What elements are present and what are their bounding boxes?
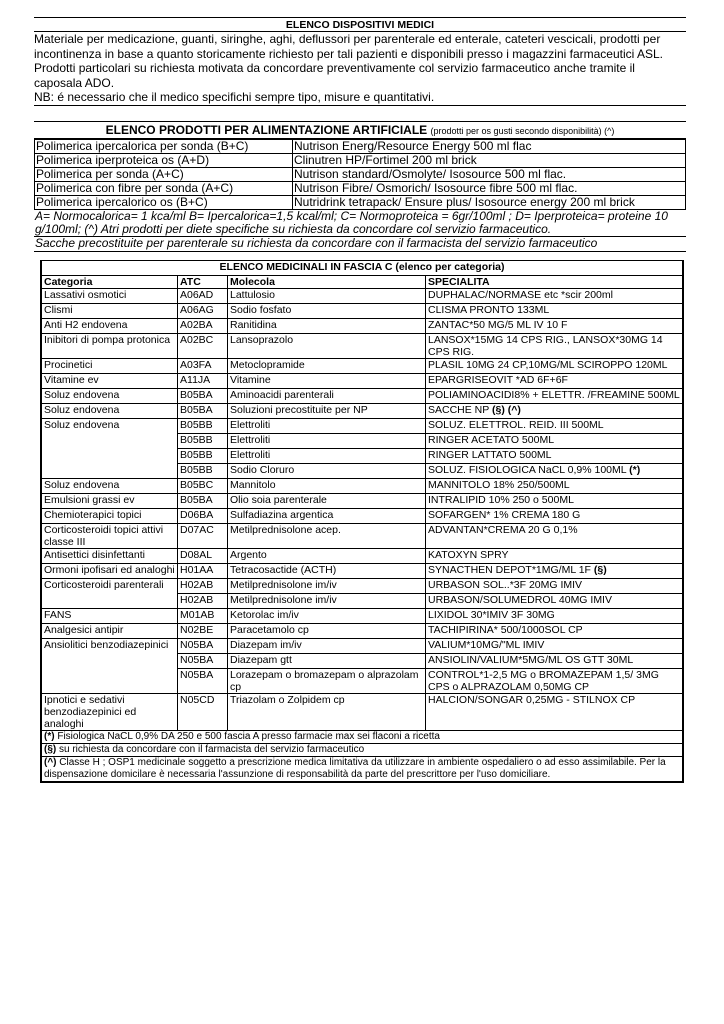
categoria-cell: Clismi: [42, 304, 178, 319]
alimentazione-product: Nutridrink tetrapack/ Ensure plus/ Isosource energy 200 ml brick: [293, 196, 686, 210]
atc-cell: N05BA: [178, 639, 228, 654]
medicinali-row: [42, 509, 683, 524]
medicinali-row: [42, 494, 683, 509]
medicinali-row: [42, 609, 683, 624]
molecola-cell: Elettroliti: [228, 434, 426, 449]
categoria-cell: Vitamine ev: [42, 374, 178, 389]
specialita-cell: SYNACTHEN DEPOT*1MG/ML 1F (§): [426, 564, 683, 579]
medicinali-title: ELENCO MEDICINALI IN FASCIA C (elenco per categoria): [42, 261, 683, 276]
specialita-cell: CLISMA PRONTO 133ML: [426, 304, 683, 319]
specialita-cell: LANSOX*15MG 14 CPS RIG., LANSOX*30MG 14 CPS RIG.: [426, 334, 683, 359]
alimentazione-row: [35, 196, 686, 210]
footnote-cell: [42, 744, 683, 757]
categoria-cell: Ansiolitici benzodiazepinici: [42, 639, 178, 694]
specialita-cell: TACHIPIRINA* 500/1000SOL CP: [426, 624, 683, 639]
atc-cell: N05CD: [178, 694, 228, 731]
atc-cell: B05BC: [178, 479, 228, 494]
specialita-cell: VALIUM*10MG/"ML IMIV: [426, 639, 683, 654]
molecola-cell: Tetracosactide (ACTH): [228, 564, 426, 579]
molecola-cell: Metilprednisolone im/iv: [228, 579, 426, 594]
categoria-cell: Antisettici disinfettanti: [42, 549, 178, 564]
specialita-cell: URBASON SOL..*3F 20MG IMIV: [426, 579, 683, 594]
molecola-cell: Sulfadiazina argentica: [228, 509, 426, 524]
alimentazione-table: [34, 139, 686, 210]
categoria-cell: Procinetici: [42, 359, 178, 374]
specialita-cell: KATOXYN SPRY: [426, 549, 683, 564]
alimentazione-legend: A= Normocalorica= 1 kca/ml B= Ipercalorica=1,5 kcal/ml; C= Normoproteica = 6gr/100ml ; D= Iperproteica= proteine 10 g/100ml; (^) Atri prodotti per diete specifiche su richiesta da concordare col servizio farmaceutico.: [34, 210, 686, 237]
specialita-cell: URBASON/SOLUMEDROL 40MG IMIV: [426, 594, 683, 609]
medicinali-row: [42, 549, 683, 564]
alimentazione-title-bar: [34, 121, 686, 139]
specialita-cell: EPARGRISEOVIT *AD 6F+6F: [426, 374, 683, 389]
categoria-cell: Corticosteroidi topici attivi classe III: [42, 524, 178, 549]
header-categoria: Categoria: [42, 276, 178, 289]
categoria-cell: Ipnotici e sedativi benzodiazepinici ed analoghi: [42, 694, 178, 731]
medicinali-section: [40, 260, 684, 783]
medicinali-row: [42, 289, 683, 304]
medicinali-row: [42, 359, 683, 374]
specialita-cell: SOLUZ. FISIOLOGICA NaCL 0,9% 100ML (*): [426, 464, 683, 479]
medicinali-header-row: [42, 276, 683, 289]
molecola-cell: Aminoacidi parenterali: [228, 389, 426, 404]
atc-cell: A03FA: [178, 359, 228, 374]
dispositivi-text: [34, 32, 686, 106]
specialita-cell: HALCION/SONGAR 0,25MG - STILNOX CP: [426, 694, 683, 731]
alimentazione-product: Nutrison Fibre/ Osmorich/ Isosource fibre 500 ml flac.: [293, 182, 686, 196]
dispositivi-nb: NB: é necessario che il medico specifichi sempre tipo, misure e quantitativi.: [34, 90, 435, 105]
medicinali-row: [42, 404, 683, 419]
footnote-text: Fisiologica NaCL 0,9% DA 250 e 500 fascia A presso farmacie max sei flaconi a ricetta: [54, 731, 440, 742]
medicinali-row: [42, 579, 683, 594]
dispositivi-section: [34, 17, 686, 106]
atc-cell: A11JA: [178, 374, 228, 389]
atc-cell: A06AG: [178, 304, 228, 319]
molecola-cell: Metilprednisolone acep.: [228, 524, 426, 549]
specialita-cell: SOLUZ. ELETTROL. REID. III 500ML: [426, 419, 683, 434]
footnote-fisiologica: [42, 731, 683, 744]
molecola-cell: Lattulosio: [228, 289, 426, 304]
footnote-text: su richiesta da concordare con il farmacista del servizio farmaceutico: [56, 744, 365, 755]
alimentazione-product: Nutrison Energ/Resource Energy 500 ml flac: [293, 140, 686, 154]
categoria-cell: Soluz endovena: [42, 404, 178, 419]
header-atc: ATC: [178, 276, 228, 289]
footnote-concordare: [42, 744, 683, 757]
molecola-cell: Elettroliti: [228, 449, 426, 464]
specialita-cell: POLIAMINOACIDI8% + ELETTR. /FREAMINE 500ML: [426, 389, 683, 404]
specialita-cell: INTRALIPID 10% 250 o 500ML: [426, 494, 683, 509]
categoria-cell: Corticosteroidi parenterali: [42, 579, 178, 609]
dispositivi-title: ELENCO DISPOSITIVI MEDICI: [34, 17, 686, 32]
atc-cell: B05BA: [178, 494, 228, 509]
alimentazione-type: Polimerica per sonda (A+C): [35, 168, 293, 182]
specialita-cell: PLASIL 10MG 24 CP,10MG/ML SCIROPPO 120ML: [426, 359, 683, 374]
medicinali-row: [42, 419, 683, 434]
molecola-cell: Triazolam o Zolpidem cp: [228, 694, 426, 731]
alimentazione-product: Nutrison standard/Osmolyte/ Isosource 500 ml flac.: [293, 168, 686, 182]
alimentazione-type: Polimerica ipercalorica per sonda (B+C): [35, 140, 293, 154]
footnote-text: Classe H ; OSP1 medicinale soggetto a prescrizione medica limitativa da utilizzare in ambiente ospedaliero o ad esso assimilabile. Per la dispensazione domicilare è necessaria l'assunzione di responsabilità da parte del prescrittore per l'uso domiciliare.: [44, 757, 666, 780]
molecola-cell: Ranitidina: [228, 319, 426, 334]
dispositivi-description: Materiale per medicazione, guanti, siringhe, aghi, deflussori per parenterale ed enterale, cateteri vescicali, prodotti per incontinenza in base a quanto storicamente richiesto per tali pazienti e disponibili presso i magazzini farmaceutici ASL. Prodotti particolari su richiesta motivata da concordare preventivamente col servizio farmaceutico anche tramite il caposala ADO.: [34, 32, 664, 90]
categoria-cell: Emulsioni grassi ev: [42, 494, 178, 509]
categoria-cell: Chemioterapici topici: [42, 509, 178, 524]
categoria-cell: Soluz endovena: [42, 389, 178, 404]
categoria-cell: Soluz endovena: [42, 419, 178, 479]
atc-cell: B05BB: [178, 434, 228, 449]
atc-cell: B05BB: [178, 464, 228, 479]
atc-cell: A02BC: [178, 334, 228, 359]
specialita-cell: ZANTAC*50 MG/5 ML IV 10 F: [426, 319, 683, 334]
alimentazione-row: [35, 182, 686, 196]
categoria-cell: Analgesici antipir: [42, 624, 178, 639]
atc-cell: D08AL: [178, 549, 228, 564]
alimentazione-title: ELENCO PRODOTTI PER ALIMENTAZIONE ARTIFICIALE: [105, 123, 428, 137]
specialita-cell: SOFARGEN* 1% CREMA 180 G: [426, 509, 683, 524]
specialita-cell: SACCHE NP (§) (^): [426, 404, 683, 419]
footnote-mark: (§): [44, 744, 57, 755]
medicinali-row: [42, 319, 683, 334]
molecola-cell: Vitamine: [228, 374, 426, 389]
molecola-cell: Diazepam gtt: [228, 654, 426, 669]
molecola-cell: Sodio fosfato: [228, 304, 426, 319]
medicinali-table: [41, 261, 683, 782]
medicinali-row: [42, 624, 683, 639]
molecola-cell: Argento: [228, 549, 426, 564]
molecola-cell: Mannitolo: [228, 479, 426, 494]
atc-cell: B05BA: [178, 404, 228, 419]
alimentazione-type: Polimerica con fibre per sonda (A+C): [35, 182, 293, 196]
categoria-cell: Anti H2 endovena: [42, 319, 178, 334]
atc-cell: D06BA: [178, 509, 228, 524]
medicinali-row: [42, 639, 683, 654]
molecola-cell: Ketorolac im/iv: [228, 609, 426, 624]
header-specialita: SPECIALITA: [426, 276, 683, 289]
molecola-cell: Paracetamolo cp: [228, 624, 426, 639]
alimentazione-product: Clinutren HP/Fortimel 200 ml brick: [293, 154, 686, 168]
medicinali-row: [42, 479, 683, 494]
footnote-cell: [42, 757, 683, 782]
alimentazione-notes: [34, 210, 686, 252]
atc-cell: N05BA: [178, 654, 228, 669]
atc-cell: A06AD: [178, 289, 228, 304]
medicinali-row: [42, 524, 683, 549]
medicinali-row: [42, 389, 683, 404]
specialita-cell: RINGER LATTATO 500ML: [426, 449, 683, 464]
atc-cell: H02AB: [178, 594, 228, 609]
footnote-classe-h: [42, 757, 683, 782]
footnote-cell: [42, 731, 683, 744]
molecola-cell: Lorazepam o bromazepam o alprazolam cp: [228, 669, 426, 694]
specialita-cell: ANSIOLIN/VALIUM*5MG/ML OS GTT 30ML: [426, 654, 683, 669]
alimentazione-sacche-note: Sacche precostituite per parenterale su richiesta da concordare con il farmacista del servizio farmaceutico: [34, 237, 686, 251]
medicinali-row: [42, 334, 683, 359]
molecola-cell: Lansoprazolo: [228, 334, 426, 359]
atc-cell: B05BA: [178, 389, 228, 404]
atc-cell: N02BE: [178, 624, 228, 639]
molecola-cell: Sodio Cloruro: [228, 464, 426, 479]
specialita-cell: DUPHALAC/NORMASE etc *scir 200ml: [426, 289, 683, 304]
atc-cell: H02AB: [178, 579, 228, 594]
molecola-cell: Diazepam im/iv: [228, 639, 426, 654]
footnote-mark: (*): [44, 731, 55, 742]
alimentazione-type: Polimerica ipercalorico os (B+C): [35, 196, 293, 210]
specialita-cell: CONTROL*1-2,5 MG o BROMAZEPAM 1,5/ 3MG CPS o ALPRAZOLAM 0,50MG CP: [426, 669, 683, 694]
specialita-cell: LIXIDOL 30*IMIV 3F 30MG: [426, 609, 683, 624]
specialita-cell: ADVANTAN*CREMA 20 G 0,1%: [426, 524, 683, 549]
atc-cell: D07AC: [178, 524, 228, 549]
molecola-cell: Olio soia parenterale: [228, 494, 426, 509]
alimentazione-row: [35, 140, 686, 154]
atc-cell: B05BB: [178, 449, 228, 464]
alimentazione-type: Polimerica iperproteica os (A+D): [35, 154, 293, 168]
footnote-mark: (^): [44, 757, 57, 768]
categoria-cell: Inibitori di pompa protonica: [42, 334, 178, 359]
molecola-cell: Elettroliti: [228, 419, 426, 434]
header-molecola: Molecola: [228, 276, 426, 289]
alimentazione-row: [35, 154, 686, 168]
molecola-cell: Metoclopramide: [228, 359, 426, 374]
atc-cell: N05BA: [178, 669, 228, 694]
categoria-cell: Soluz endovena: [42, 479, 178, 494]
medicinali-row: [42, 564, 683, 579]
medicinali-row: [42, 694, 683, 731]
alimentazione-row: [35, 168, 686, 182]
atc-cell: A02BA: [178, 319, 228, 334]
atc-cell: M01AB: [178, 609, 228, 624]
categoria-cell: Lassativi osmotici: [42, 289, 178, 304]
atc-cell: B05BB: [178, 419, 228, 434]
molecola-cell: Metilprednisolone im/iv: [228, 594, 426, 609]
alimentazione-subtitle: (prodotti per os gusti secondo disponibilità) (^): [430, 126, 615, 136]
specialita-cell: MANNITOLO 18% 250/500ML: [426, 479, 683, 494]
atc-cell: H01AA: [178, 564, 228, 579]
categoria-cell: FANS: [42, 609, 178, 624]
molecola-cell: Soluzioni precostituite per NP: [228, 404, 426, 419]
alimentazione-section: [34, 121, 686, 252]
medicinali-row: [42, 304, 683, 319]
medicinali-row: [42, 374, 683, 389]
specialita-cell: RINGER ACETATO 500ML: [426, 434, 683, 449]
categoria-cell: Ormoni ipofisari ed analoghi: [42, 564, 178, 579]
